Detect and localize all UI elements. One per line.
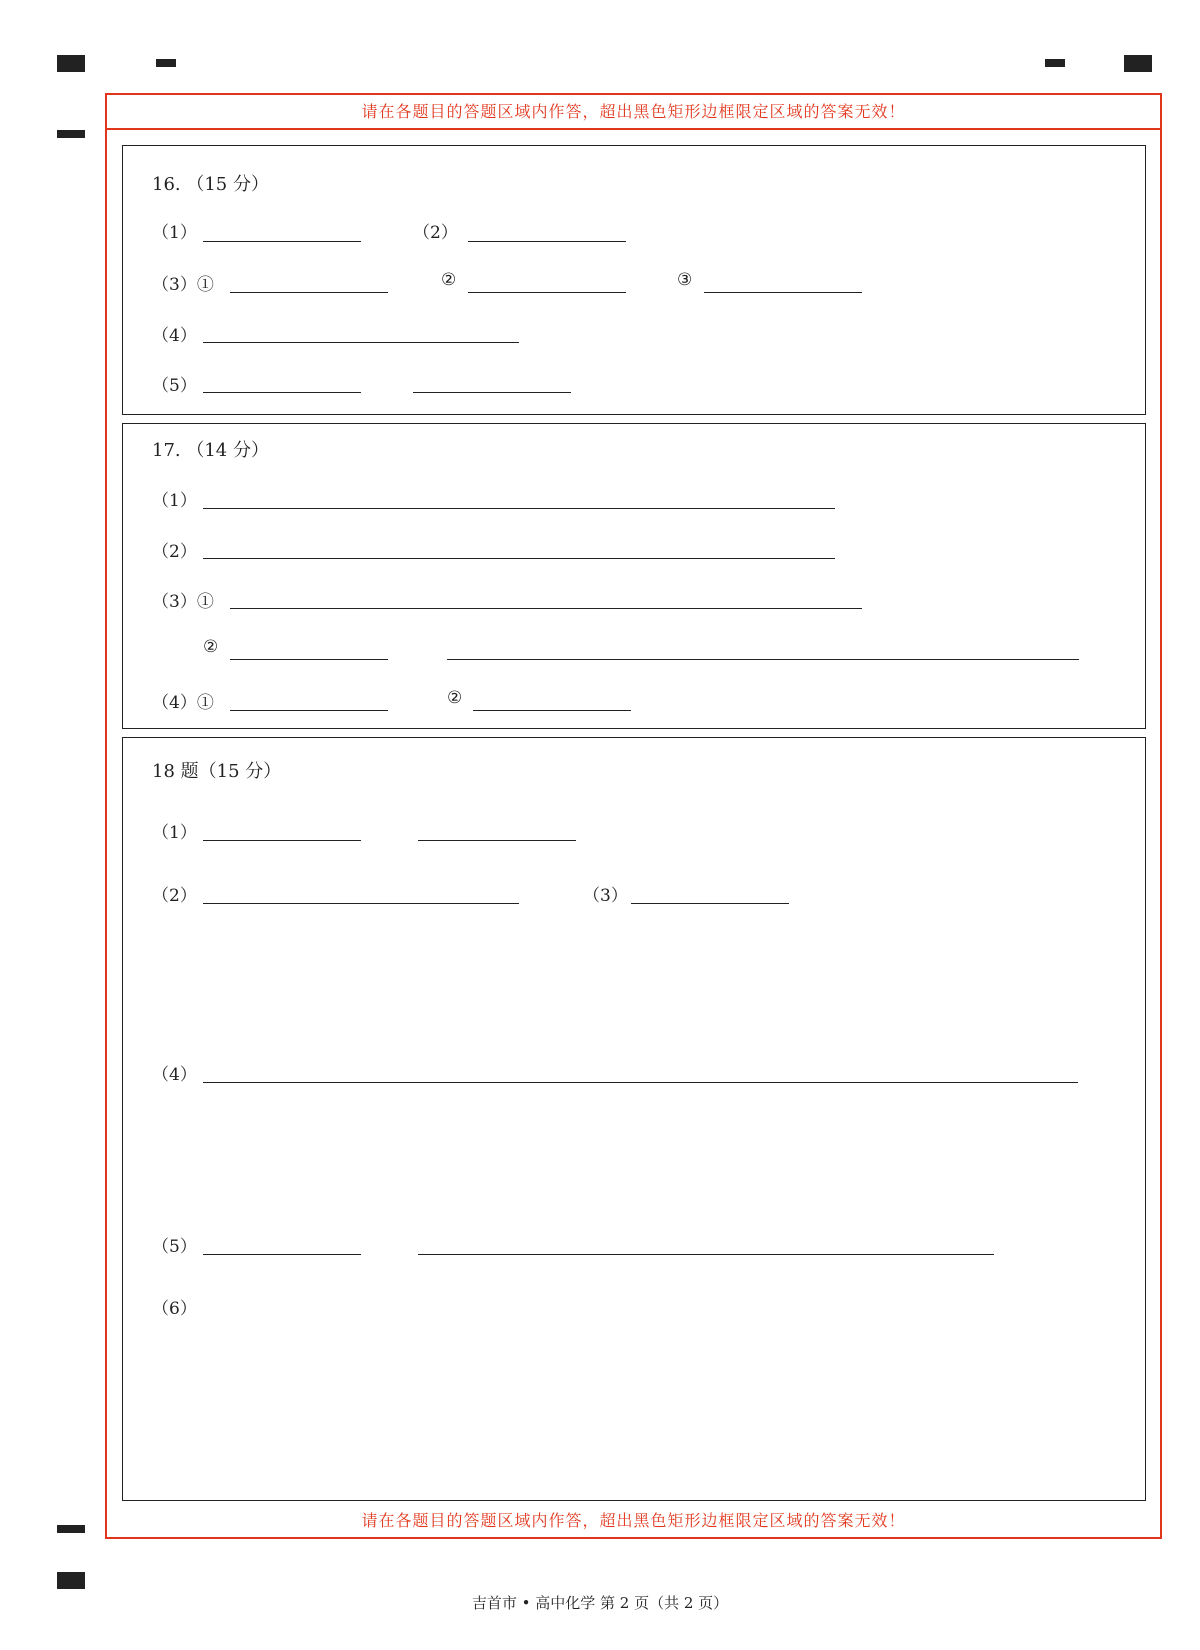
question-17-box bbox=[122, 423, 1146, 729]
question-18-title: 18 题（15 分） bbox=[152, 761, 282, 782]
q17-part2-label: （2） bbox=[152, 542, 197, 562]
notice-top: 请在各题目的答题区域内作答，超出黑色矩形边框限定区域的答案无效！ bbox=[107, 95, 1160, 130]
q18-part1-blank-a[interactable] bbox=[203, 840, 361, 841]
q16-part5-label: （5） bbox=[152, 376, 197, 396]
q17-part3-1-blank[interactable] bbox=[230, 608, 862, 609]
notice-bottom: 请在各题目的答题区域内作答，超出黑色矩形边框限定区域的答案无效！ bbox=[361, 1511, 906, 1530]
q17-part3-2-blank-b[interactable] bbox=[447, 659, 1079, 660]
registration-mark-top-right bbox=[1124, 55, 1152, 72]
q16-part3-2-label: ② bbox=[441, 270, 457, 290]
q17-part2-blank[interactable] bbox=[203, 558, 835, 559]
question-16-title: 16. （15 分） bbox=[152, 174, 269, 195]
q18-part4-blank[interactable] bbox=[203, 1082, 1078, 1083]
q16-part4-label: （4） bbox=[152, 326, 197, 346]
q18-part4-label: （4） bbox=[152, 1065, 197, 1085]
question-17-title: 17. （14 分） bbox=[152, 440, 269, 461]
page-footer: 吉首市 • 高中化学 第 2 页（共 2 页） bbox=[471, 1594, 729, 1612]
q16-part3-3-label: ③ bbox=[677, 270, 693, 290]
q18-part5-blank-b[interactable] bbox=[418, 1254, 994, 1255]
q17-part4-2-label: ② bbox=[447, 688, 463, 708]
q16-part5-blank-a[interactable] bbox=[203, 392, 361, 393]
q16-part4-blank[interactable] bbox=[203, 342, 519, 343]
q16-part5-blank-b[interactable] bbox=[413, 392, 571, 393]
q18-part1-blank-b[interactable] bbox=[418, 840, 576, 841]
q16-part3-label: （3）① bbox=[152, 275, 214, 295]
q17-part3-2-blank-a[interactable] bbox=[230, 659, 388, 660]
q17-part4-2-blank[interactable] bbox=[473, 710, 631, 711]
registration-mark-top-left-small bbox=[156, 59, 176, 67]
registration-mark-top-right-small bbox=[1045, 59, 1065, 67]
q18-part2-blank[interactable] bbox=[203, 903, 519, 904]
q17-part1-blank[interactable] bbox=[203, 508, 835, 509]
q16-part2-label: （2） bbox=[413, 223, 458, 243]
q17-part4-label: （4）① bbox=[152, 693, 214, 713]
q18-part3-blank[interactable] bbox=[631, 903, 789, 904]
registration-mark-left-lower bbox=[57, 1525, 85, 1533]
q16-part1-label: （1） bbox=[152, 223, 197, 243]
q17-part3-label: （3）① bbox=[152, 592, 214, 612]
registration-mark-bottom-left bbox=[57, 1572, 85, 1589]
q17-part1-label: （1） bbox=[152, 491, 197, 511]
q18-part3-label: （3） bbox=[583, 886, 628, 906]
q18-part2-label: （2） bbox=[152, 886, 197, 906]
q17-part4-1-blank[interactable] bbox=[230, 710, 388, 711]
q16-part3-1-blank[interactable] bbox=[230, 292, 388, 293]
q18-part5-label: （5） bbox=[152, 1237, 197, 1257]
q16-part3-2-blank[interactable] bbox=[468, 292, 626, 293]
q16-part3-3-blank[interactable] bbox=[704, 292, 862, 293]
q16-part1-blank[interactable] bbox=[203, 241, 361, 242]
q18-part1-label: （1） bbox=[152, 823, 197, 843]
q17-part3-2-label: ② bbox=[203, 637, 219, 657]
q18-part6-label: （6） bbox=[152, 1299, 197, 1319]
question-16-box bbox=[122, 145, 1146, 415]
q18-part5-blank-a[interactable] bbox=[203, 1254, 361, 1255]
q16-part2-blank[interactable] bbox=[468, 241, 626, 242]
registration-mark-left-upper bbox=[57, 130, 85, 138]
question-18-box bbox=[122, 737, 1146, 1501]
registration-mark-top-left bbox=[57, 55, 85, 72]
